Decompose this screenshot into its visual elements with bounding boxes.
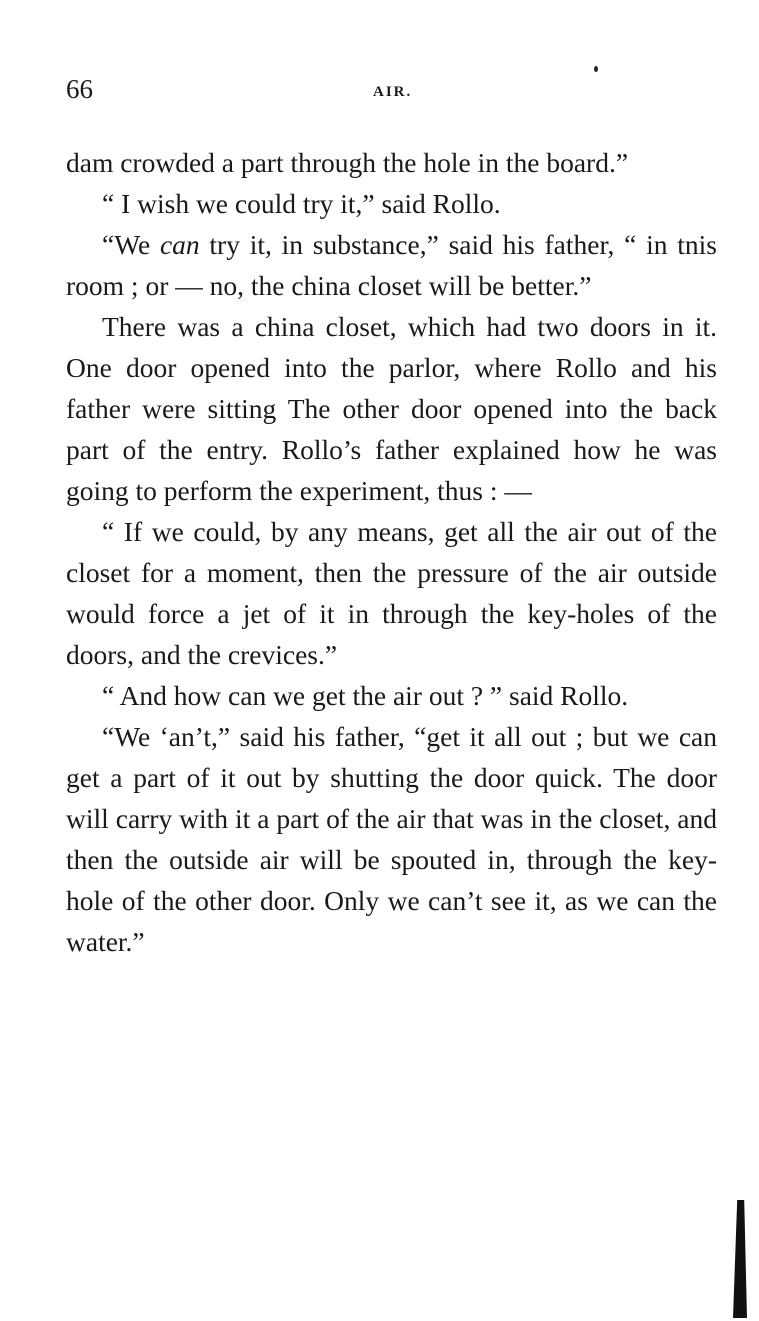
paragraph-text: “ And how can we get the air out ? ” said Rollo. xyxy=(102,680,629,711)
paragraph xyxy=(66,675,717,716)
paragraph xyxy=(66,224,717,306)
paragraph xyxy=(66,716,717,962)
body-text xyxy=(66,142,717,962)
paragraph xyxy=(66,511,717,675)
paragraph-text: try it, in substance,” said his father, “ in tnis room ; or — no, the china closet will be better.” xyxy=(66,229,717,301)
paragraph xyxy=(66,183,717,224)
running-head: AIR. xyxy=(373,84,413,100)
italic-text: can xyxy=(159,229,200,260)
paragraph-text: “ If we could, by any means, get all the air out of the closet for a moment, then the pressure of the air outside would force a jet of it in through the key-holes of the doors, and the crevices.” xyxy=(66,516,717,670)
paragraph-text: “We xyxy=(102,229,160,260)
paragraph-text: “ I wish we could try it,” said Rollo. xyxy=(102,188,501,219)
paragraph xyxy=(66,306,717,511)
paragraph-text: dam crowded a part through the hole in the board.” xyxy=(66,147,629,178)
page-header xyxy=(66,74,717,114)
margin-bleed-mark xyxy=(733,1200,747,1318)
paragraph xyxy=(66,142,717,183)
paragraph-text: There was a china closet, which had two doors in it. One door opened into the parlor, where Rollo and his father were sitting The other door opened into the back part of the entry. Rollo’s father explained how he was going to perform the experiment, thus : — xyxy=(66,311,717,506)
page-number: 66 xyxy=(66,74,93,104)
paragraph-text: “We ʻan’t,” said his father, “get it all out ; but we can get a part of it out by shutting the door quick. The door will carry with it a part of the air that was in the closet, and then the outside air will be spouted in, through the key-hole of the other door. Only we can’t see it, as we can the water.” xyxy=(66,721,717,957)
ink-speck xyxy=(594,66,598,72)
